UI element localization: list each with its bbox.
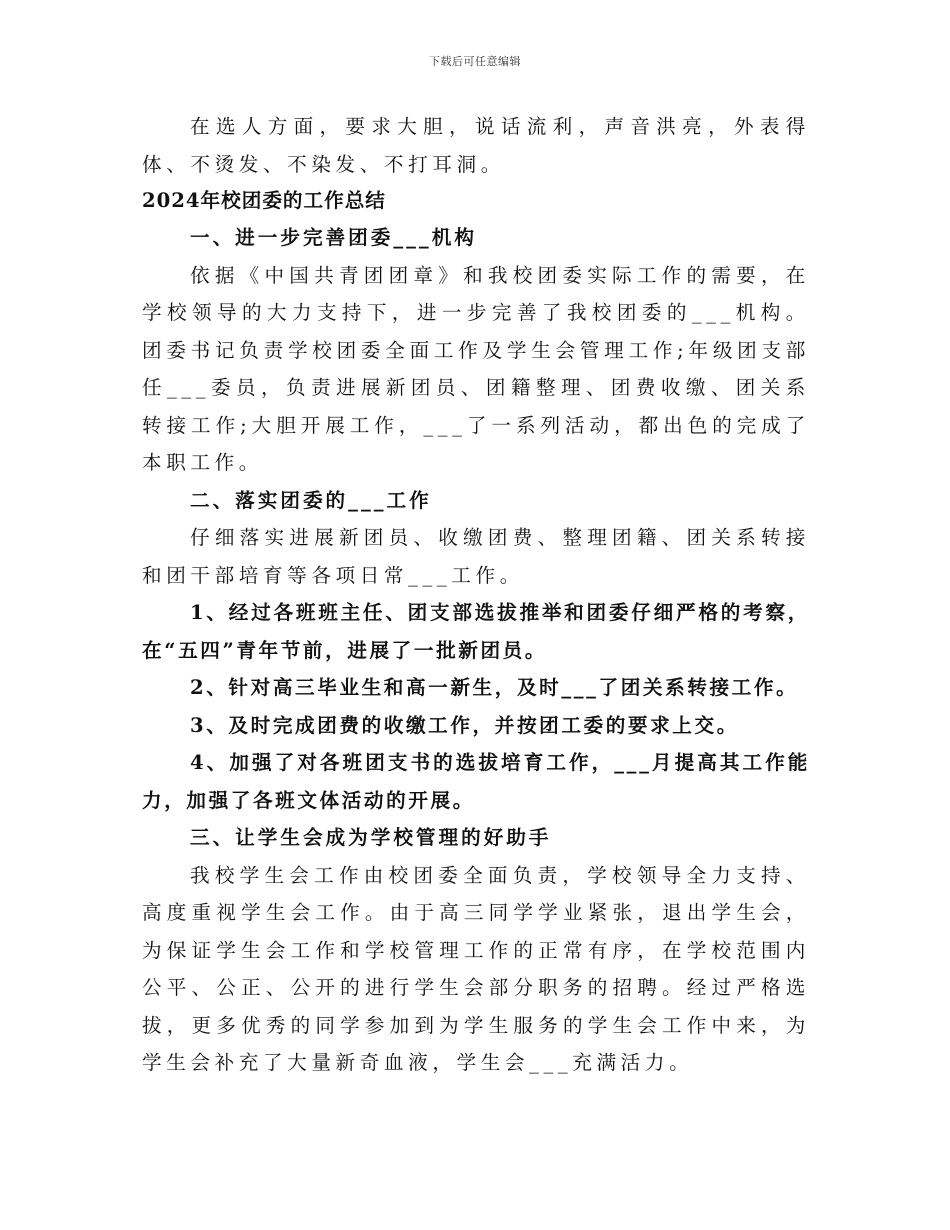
page-header: 下载后可任意编辑 (429, 55, 521, 68)
document-title: 2024年校团委的工作总结 (142, 189, 386, 212)
section1-heading: 一、进一步完善团委___机构 (190, 226, 477, 249)
list-item-4: 4、加强了对各班团支书的选拔培育工作，___月提高其工作能力，加强了各班文体活动的开展。 (142, 751, 810, 812)
section3-body: 我校学生会工作由校团委全面负责，学校领导全力支持、高度重视学生会工作。由于高三同学学业紧张，退出学生会，为保证学生会工作和学校管理工作的正常有序，在学校范围内公平、公正、公开的进行学生会部分职务的招聘。经过严格选拔，更多优秀的同学参加到为学生服务的学生会工作中来，为学生会补充了大量新奇血液，学生会___充满活力。 (142, 863, 810, 1074)
section1-body: 依据《中国共青团团章》和我校团委实际工作的需要，在学校领导的大力支持下，进一步完善了我校团委的___机构。团委书记负责学校团委全面工作及学生会管理工作;年级团支部任___委员，负责进展新团员、团籍整理、团费收缴、团关系转接工作;大胆开展工作，___了一系列活动，都出色的完成了本职工作。 (142, 263, 810, 474)
list-item-3: 3、及时完成团费的收缴工作，并按团工委的要求上交。 (190, 713, 739, 737)
intro-paragraph: 在选人方面，要求大胆，说话流利，声音洪亮，外表得体、不烫发、不染发、不打耳洞。 (142, 115, 810, 176)
list-item-2: 2、针对高三毕业生和高一新生，及时___了团关系转接工作。 (190, 676, 799, 699)
list-item-1: 1、经过各班班主任、团支部选拔推举和团委仔细严格的考察，在“五四”青年节前，进展了一批新团员。 (142, 601, 810, 662)
section2-heading: 二、落实团委的___工作 (190, 488, 432, 512)
document-body (142, 108, 810, 1082)
section3-heading: 三、让学生会成为学校管理的好助手 (190, 826, 552, 849)
section2-body: 仔细落实进展新团员、收缴团费、整理团籍、团关系转接和团干部培育等各项日常___工作。 (142, 526, 810, 587)
